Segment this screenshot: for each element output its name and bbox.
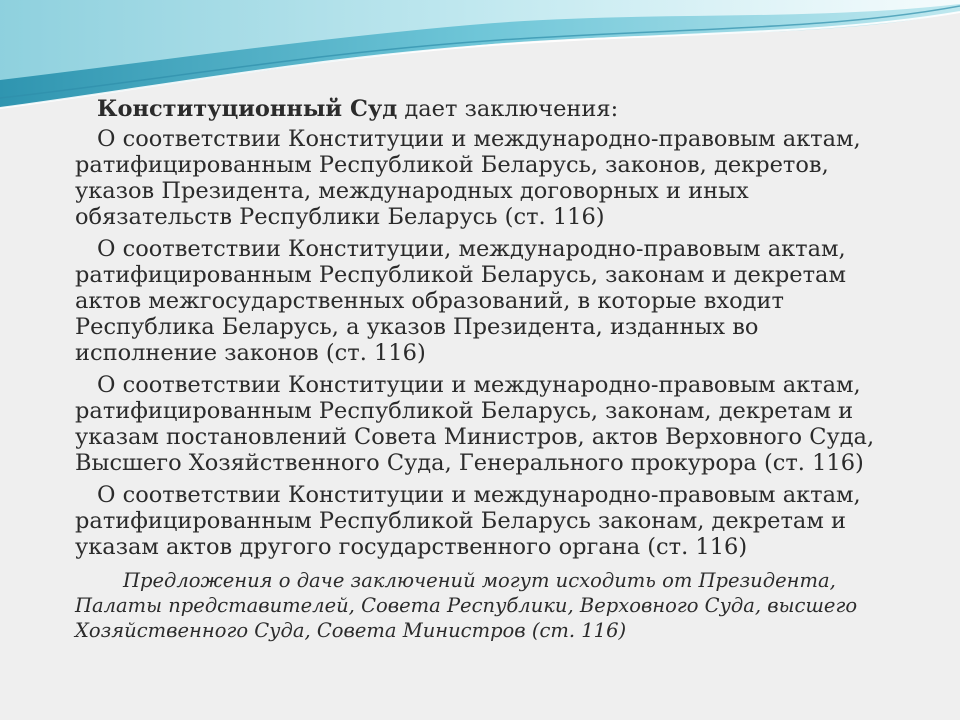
note-italic: Предложения о даче заключений могут исходить от Президента, Палаты представителей, Совета Республики, Верховного Суда, высшего Хозяйственного Суда, Совета Министров (ст. 116)	[75, 569, 858, 642]
slide-heading	[75, 96, 895, 122]
paragraph-3: О соответствии Конституции и международно-правовым актам, ратифицированным Республикой Беларусь, законам, декретам и указам постановлений Совета Министров, актов Верховного Суда, Высшего Хозяйственного Суда, Генерального прокурора (ст. 116)	[75, 372, 875, 476]
slide-body	[75, 96, 895, 643]
heading-bold: Конституционный Суд	[97, 96, 398, 122]
paragraph-1: О соответствии Конституции и международно-правовым актам, ратифицированным Республикой Беларусь, законов, декретов, указов Президента, международных договорных и иных обязательств Республики Беларусь (ст. 116)	[75, 126, 861, 230]
heading-rest: дает заключения:	[397, 96, 619, 122]
paragraph-4: О соответствии Конституции и международно-правовым актам, ратифицированным Республикой Беларусь законам, декретам и указам актов другого государственного органа (ст. 116)	[75, 482, 861, 560]
paragraph-2: О соответствии Конституции, международно-правовым актам, ратифицированным Республикой Беларусь, законам и декретам актов межгосударственных образований, в которые входит Республика Беларусь, а указов Президента, изданных во исполнение законов (ст. 116)	[75, 236, 846, 366]
